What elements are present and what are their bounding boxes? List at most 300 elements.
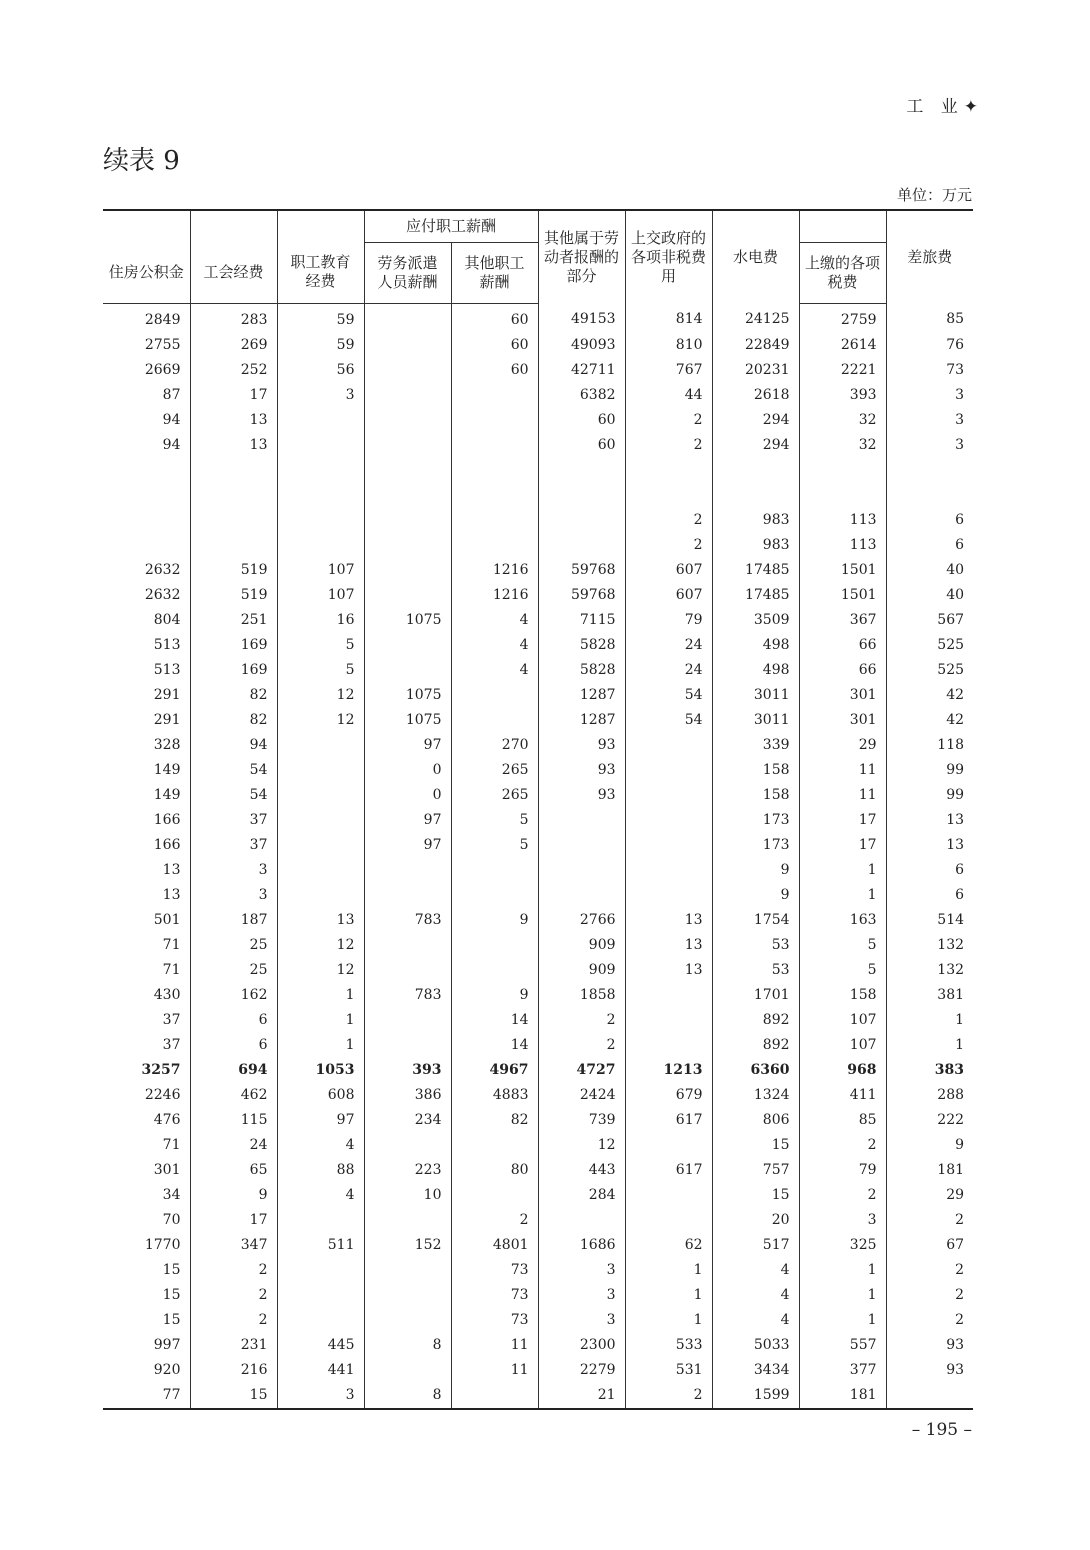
table-cell: 265 — [451, 758, 538, 783]
table-cell: 163 — [799, 908, 886, 933]
table-cell: 37 — [190, 833, 277, 858]
table-cell: 169 — [190, 658, 277, 683]
table-cell: 617 — [625, 1108, 712, 1133]
table-cell — [277, 808, 364, 833]
table-cell: 93 — [538, 783, 625, 808]
table-cell: 15 — [190, 1383, 277, 1409]
table-cell: 231 — [190, 1333, 277, 1358]
table-cell: 2 — [625, 433, 712, 458]
table-cell: 40 — [886, 558, 973, 583]
table-cell: 60 — [451, 333, 538, 358]
table-cell — [625, 758, 712, 783]
table-cell: 11 — [799, 758, 886, 783]
table-cell: 2 — [538, 1033, 625, 1058]
table-cell: 107 — [277, 558, 364, 583]
table-cell: 3 — [886, 433, 973, 458]
table-cell: 607 — [625, 558, 712, 583]
table-row — [103, 1083, 973, 1108]
table-cell: 94 — [162, 436, 181, 453]
table-cell: 16 — [277, 608, 364, 633]
table-cell — [625, 1208, 712, 1233]
table-cell: 806 — [712, 1108, 799, 1133]
table-cell: 767 — [625, 358, 712, 383]
table-cell: 9 — [712, 858, 799, 883]
table-cell: 3 — [538, 1283, 625, 1308]
table-cell: 1 — [277, 1008, 364, 1033]
table-cell — [625, 458, 712, 483]
table-cell: 15 — [162, 1261, 181, 1278]
table-cell: 4 — [451, 633, 538, 658]
table-cell: 525 — [886, 633, 973, 658]
table-cell — [625, 1008, 712, 1033]
table-cell: 1 — [799, 1308, 886, 1333]
table-cell: 531 — [625, 1358, 712, 1383]
table-row — [103, 1283, 973, 1308]
table-cell: 40 — [886, 583, 973, 608]
table-cell — [451, 1383, 538, 1409]
table-cell — [886, 1383, 973, 1409]
table-cell: 283 — [190, 303, 277, 333]
table-cell: 25 — [190, 933, 277, 958]
column-header: 上缴的各项 税费 — [799, 242, 886, 303]
table-cell — [538, 533, 625, 558]
table-cell: 82 — [190, 708, 277, 733]
table-cell — [364, 303, 451, 333]
table-cell: 514 — [886, 908, 973, 933]
table-cell — [886, 483, 973, 508]
table-cell: 6 — [190, 1008, 277, 1033]
table-cell: 17 — [190, 383, 277, 408]
table-cell: 347 — [190, 1233, 277, 1258]
table-cell: 17485 — [712, 558, 799, 583]
table-cell: 1 — [277, 1033, 364, 1058]
table-cell: 4 — [451, 658, 538, 683]
table-row — [103, 533, 973, 558]
table-cell: 37 — [162, 1011, 181, 1028]
table-cell — [364, 358, 451, 383]
table-cell: 2 — [190, 1308, 277, 1333]
table-row — [103, 333, 973, 358]
table-cell: 107 — [799, 1033, 886, 1058]
table-cell: 1 — [625, 1308, 712, 1333]
table-cell: 88 — [277, 1158, 364, 1183]
column-header: 住房公积金 — [103, 242, 190, 303]
table-cell: 80 — [451, 1158, 538, 1183]
table-cell: 82 — [451, 1108, 538, 1133]
table-row — [103, 1033, 973, 1058]
table-cell: 2 — [799, 1183, 886, 1208]
table-cell: 181 — [799, 1383, 886, 1409]
table-cell: 920 — [153, 1361, 181, 1378]
table-cell: 115 — [190, 1108, 277, 1133]
table-cell: 97 — [364, 833, 451, 858]
table-cell: 4 — [277, 1183, 364, 1208]
table-cell: 93 — [538, 733, 625, 758]
table-cell: 173 — [712, 808, 799, 833]
table-cell: 6 — [886, 883, 973, 908]
table-cell — [451, 408, 538, 433]
table-cell — [277, 508, 364, 533]
table-cell — [103, 458, 190, 483]
table-cell: 94 — [162, 411, 181, 428]
table-row — [103, 1308, 973, 1333]
table-row — [103, 1358, 973, 1383]
table-cell: 810 — [625, 333, 712, 358]
table-cell: 9 — [451, 908, 538, 933]
table-cell: 269 — [190, 333, 277, 358]
table-cell — [277, 1258, 364, 1283]
table-cell: 2632 — [144, 561, 181, 578]
table-cell: 29 — [799, 733, 886, 758]
table-cell — [364, 883, 451, 908]
table-cell: 6 — [886, 508, 973, 533]
table-cell: 892 — [712, 1008, 799, 1033]
table-cell: 3257 — [141, 1061, 181, 1078]
table-cell: 2246 — [144, 1086, 181, 1103]
table-cell: 13 — [886, 833, 973, 858]
table-row — [103, 303, 973, 333]
table-cell: 3 — [886, 383, 973, 408]
table-cell — [277, 408, 364, 433]
table-cell: 2 — [886, 1208, 973, 1233]
table-cell: 1770 — [144, 1236, 181, 1253]
table-cell: 65 — [190, 1158, 277, 1183]
table-cell — [625, 858, 712, 883]
table-cell: 476 — [153, 1111, 181, 1128]
table-cell: 5 — [451, 833, 538, 858]
table-cell: 15 — [162, 1286, 181, 1303]
table-cell: 294 — [712, 433, 799, 458]
table-cell: 1075 — [364, 683, 451, 708]
table-cell — [625, 883, 712, 908]
table-cell — [538, 508, 625, 533]
table-cell: 234 — [364, 1108, 451, 1133]
table-cell: 9 — [886, 1133, 973, 1158]
table-cell: 2 — [451, 1208, 538, 1233]
table-cell: 3 — [799, 1208, 886, 1233]
table-cell: 67 — [886, 1233, 973, 1258]
table-row — [103, 1208, 973, 1233]
table-row — [103, 983, 973, 1008]
table-cell: 443 — [538, 1158, 625, 1183]
table-row — [103, 1333, 973, 1358]
table-row — [103, 783, 973, 808]
table-cell: 8 — [364, 1383, 451, 1409]
table-body — [103, 303, 973, 1409]
table-cell: 430 — [153, 986, 181, 1003]
table-cell — [277, 1308, 364, 1333]
table-cell: 42711 — [538, 358, 625, 383]
table-row — [103, 633, 973, 658]
table-cell: 37 — [190, 808, 277, 833]
table-cell — [451, 683, 538, 708]
table-cell: 66 — [799, 633, 886, 658]
table-cell: 2300 — [538, 1333, 625, 1358]
table-row — [103, 1158, 973, 1183]
table-cell: 1701 — [712, 983, 799, 1008]
table-row — [103, 1258, 973, 1283]
table-cell — [364, 958, 451, 983]
table-cell: 0 — [364, 758, 451, 783]
table-cell: 12 — [277, 958, 364, 983]
table-cell: 54 — [625, 708, 712, 733]
table-cell: 2 — [625, 1383, 712, 1409]
table-cell: 2 — [799, 1133, 886, 1158]
table-cell: 679 — [625, 1083, 712, 1108]
table-cell: 4801 — [451, 1233, 538, 1258]
table-cell: 79 — [625, 608, 712, 633]
table-cell: 60 — [451, 358, 538, 383]
table-cell — [364, 508, 451, 533]
table-cell: 325 — [799, 1233, 886, 1258]
table-cell: 251 — [190, 608, 277, 633]
table-cell: 757 — [712, 1158, 799, 1183]
table-cell: 118 — [886, 733, 973, 758]
table-cell — [103, 508, 190, 533]
table-cell — [364, 1308, 451, 1333]
table-cell: 77 — [103, 1383, 190, 1409]
table-cell — [190, 458, 277, 483]
table-row — [103, 933, 973, 958]
table-cell: 97 — [364, 733, 451, 758]
table-cell: 1 — [277, 983, 364, 1008]
table-cell: 519 — [190, 583, 277, 608]
table-cell — [364, 583, 451, 608]
table-cell: 14 — [451, 1033, 538, 1058]
table-row — [103, 683, 973, 708]
table-cell: 13 — [162, 886, 181, 903]
table-cell: 1075 — [364, 608, 451, 633]
column-header: 其他职工 薪酬 — [451, 242, 538, 303]
table-cell: 20 — [712, 1208, 799, 1233]
table-cell: 11 — [451, 1333, 538, 1358]
blank-header-cell — [103, 210, 190, 242]
table-cell: 15 — [712, 1133, 799, 1158]
table-cell: 42 — [886, 708, 973, 733]
table-cell: 525 — [886, 658, 973, 683]
table-cell — [451, 883, 538, 908]
table-cell: 1 — [799, 1258, 886, 1283]
table-cell — [103, 483, 190, 508]
table-cell: 107 — [277, 583, 364, 608]
table-cell — [625, 1133, 712, 1158]
table-cell: 1216 — [451, 583, 538, 608]
table-cell: 113 — [799, 533, 886, 558]
table-cell: 5 — [799, 958, 886, 983]
table-cell: 13 — [162, 861, 181, 878]
table-cell: 60 — [451, 303, 538, 333]
table-cell: 3434 — [712, 1358, 799, 1383]
table-cell: 1501 — [799, 558, 886, 583]
table-cell: 617 — [625, 1158, 712, 1183]
table-cell — [277, 1283, 364, 1308]
table-cell: 7115 — [538, 608, 625, 633]
table-cell — [451, 708, 538, 733]
table-cell: 511 — [277, 1233, 364, 1258]
table-cell: 694 — [190, 1058, 277, 1083]
table-cell: 739 — [538, 1108, 625, 1133]
table-cell — [538, 858, 625, 883]
table-cell — [625, 1183, 712, 1208]
table-row — [103, 833, 973, 858]
table-cell: 393 — [364, 1058, 451, 1083]
table-row — [103, 758, 973, 783]
column-header: 其他属于劳 动者报酬的 部分 — [538, 210, 625, 303]
table-cell: 2632 — [144, 586, 181, 603]
table-cell: 3 — [277, 383, 364, 408]
table-cell — [277, 783, 364, 808]
table-cell: 6 — [886, 858, 973, 883]
table-cell: 4 — [712, 1258, 799, 1283]
table-cell: 158 — [712, 758, 799, 783]
table-row — [103, 908, 973, 933]
table-cell: 0 — [364, 783, 451, 808]
table-cell: 173 — [712, 833, 799, 858]
table-cell: 93 — [538, 758, 625, 783]
column-header: 职工教育 经费 — [277, 242, 364, 303]
table-row — [103, 1183, 973, 1208]
table-cell: 97 — [277, 1108, 364, 1133]
table-cell: 32 — [799, 408, 886, 433]
table-cell: 3 — [538, 1258, 625, 1283]
table-cell: 93 — [886, 1358, 973, 1383]
table-cell: 1213 — [625, 1058, 712, 1083]
table-cell: 2 — [886, 1308, 973, 1333]
table-cell: 5828 — [538, 633, 625, 658]
table-cell: 12 — [277, 933, 364, 958]
table-cell: 1 — [799, 1283, 886, 1308]
table-cell: 4967 — [451, 1058, 538, 1083]
table-cell: 501 — [153, 911, 181, 928]
table-cell: 6 — [886, 533, 973, 558]
table-cell: 1 — [625, 1258, 712, 1283]
table-cell: 2755 — [144, 336, 181, 353]
table-cell: 15 — [162, 1311, 181, 1328]
table-cell — [625, 983, 712, 1008]
table-cell — [451, 1133, 538, 1158]
table-cell: 11 — [451, 1358, 538, 1383]
table-row — [103, 1008, 973, 1033]
table-cell — [364, 1283, 451, 1308]
table-cell — [538, 833, 625, 858]
table-cell: 462 — [190, 1083, 277, 1108]
table-cell: 441 — [277, 1358, 364, 1383]
table-cell: 76 — [886, 333, 973, 358]
table-cell: 162 — [190, 983, 277, 1008]
table-cell — [451, 533, 538, 558]
table-cell — [364, 658, 451, 683]
table-row — [103, 883, 973, 908]
table-cell: 24 — [190, 1133, 277, 1158]
table-cell: 34 — [162, 1186, 181, 1203]
table-cell: 3 — [886, 408, 973, 433]
table-cell: 54 — [190, 783, 277, 808]
table-cell — [712, 483, 799, 508]
table-row — [103, 1058, 973, 1083]
table-row — [103, 508, 973, 533]
table-cell: 2424 — [538, 1083, 625, 1108]
table-cell — [538, 483, 625, 508]
table-cell: 12 — [277, 708, 364, 733]
table-cell: 71 — [162, 961, 181, 978]
table-cell — [364, 1208, 451, 1233]
table-cell: 152 — [364, 1233, 451, 1258]
table-cell: 2 — [886, 1258, 973, 1283]
table-cell: 22849 — [712, 333, 799, 358]
table-cell: 517 — [712, 1233, 799, 1258]
table-cell: 5 — [277, 633, 364, 658]
table-cell: 53 — [712, 958, 799, 983]
table-cell — [277, 483, 364, 508]
table-row — [103, 958, 973, 983]
table-cell — [625, 733, 712, 758]
table-row — [103, 1383, 973, 1409]
table-cell: 291 — [153, 711, 181, 728]
table-cell: 44 — [625, 383, 712, 408]
table-cell — [364, 1133, 451, 1158]
table-cell: 2 — [538, 1008, 625, 1033]
table-row — [103, 1108, 973, 1133]
table-title: 续表 9 — [103, 146, 180, 176]
table-cell: 17485 — [712, 583, 799, 608]
column-header: 差旅费 — [886, 210, 973, 303]
table-cell: 909 — [538, 958, 625, 983]
table-cell: 4 — [277, 1133, 364, 1158]
table-cell: 2759 — [799, 303, 886, 333]
table-cell: 158 — [712, 783, 799, 808]
table-cell: 533 — [625, 1333, 712, 1358]
table-cell: 557 — [799, 1333, 886, 1358]
table-cell: 301 — [153, 1161, 181, 1178]
table-cell: 73 — [886, 358, 973, 383]
table-cell — [364, 933, 451, 958]
table-cell: 70 — [162, 1211, 181, 1228]
table-cell: 291 — [153, 686, 181, 703]
table-cell: 294 — [712, 408, 799, 433]
table-cell: 8 — [364, 1333, 451, 1358]
column-header: 水电费 — [712, 210, 799, 303]
table-cell — [364, 1258, 451, 1283]
table-row — [103, 808, 973, 833]
table-cell — [277, 533, 364, 558]
table-cell: 3 — [277, 1383, 364, 1409]
table-cell: 93 — [886, 1333, 973, 1358]
table-row — [103, 708, 973, 733]
table-cell: 3509 — [712, 608, 799, 633]
table-row — [103, 608, 973, 633]
table-cell: 6382 — [538, 383, 625, 408]
table-cell: 20231 — [712, 358, 799, 383]
table-cell: 513 — [153, 636, 181, 653]
table-cell: 265 — [451, 783, 538, 808]
table-cell: 97 — [364, 808, 451, 833]
table-cell: 383 — [886, 1058, 973, 1083]
section-title: 工 业 — [906, 97, 964, 117]
table-cell — [364, 533, 451, 558]
table-cell — [799, 483, 886, 508]
table-cell: 99 — [886, 758, 973, 783]
table-cell — [625, 483, 712, 508]
table-cell: 60 — [538, 408, 625, 433]
table-cell: 519 — [190, 558, 277, 583]
table-row — [103, 383, 973, 408]
table-cell: 814 — [625, 303, 712, 333]
table-cell: 4 — [451, 608, 538, 633]
table-cell: 804 — [153, 611, 181, 628]
page-number: – 195 – — [911, 1420, 972, 1440]
table-cell — [364, 333, 451, 358]
table-cell: 17 — [799, 808, 886, 833]
